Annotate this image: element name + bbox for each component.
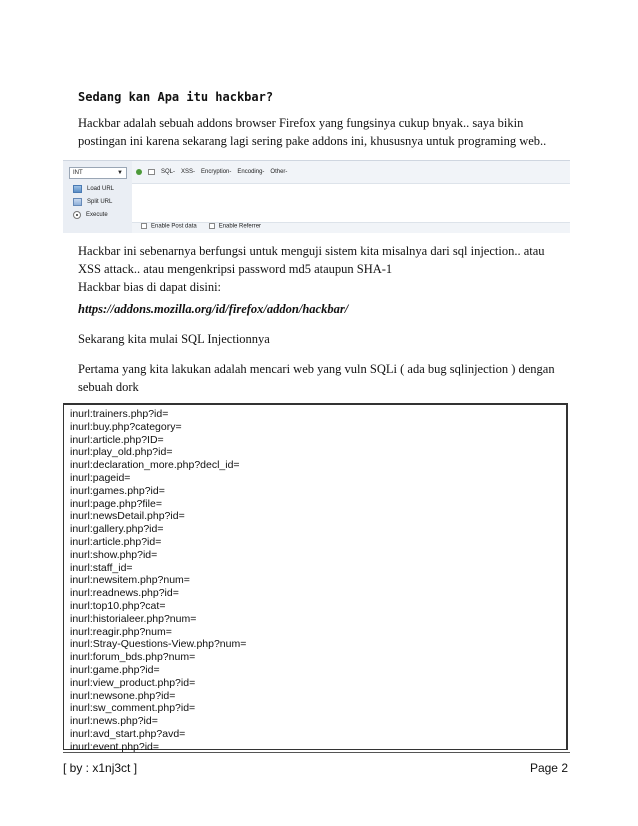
load-url-icon — [73, 185, 82, 193]
chevron-down-icon: ▼ — [117, 170, 123, 176]
dork-item: inurl:forum_bds.php?num= — [70, 651, 196, 664]
dork-intro-line-2: sebuah dork — [78, 380, 139, 394]
dork-item: inurl:games.php?id= — [70, 484, 165, 497]
dork-item: inurl:view_product.php?id= — [70, 676, 196, 689]
status-dot-icon — [136, 169, 142, 175]
intro-line-2: postingan ini karena sekarang lagi sering pake addons ini, khususnya untuk programing web.. — [78, 134, 547, 148]
enable-referrer-checkbox[interactable] — [209, 223, 261, 230]
dork-item: inurl:article.php?ID= — [70, 433, 164, 446]
dork-item: inurl:declaration_more.php?decl_id= — [70, 459, 240, 472]
menu-encryption[interactable]: Encryption- — [201, 169, 232, 175]
checkbox-icon — [209, 223, 215, 229]
dork-item: inurl:reagir.php?num= — [70, 625, 172, 638]
dork-item: inurl:buy.php?category= — [70, 420, 182, 433]
page-footer — [63, 752, 570, 775]
dork-item: inurl:article.php?id= — [70, 535, 162, 548]
body-line-2: XSS attack.. atau mengenkripsi password md5 ataupun SHA-1 — [78, 262, 393, 276]
menu-sql[interactable]: SQL- — [161, 169, 176, 175]
window-icon — [148, 169, 155, 175]
dork-item: inurl:sw_comment.php?id= — [70, 702, 196, 715]
dork-item: inurl:event.php?id= — [70, 740, 160, 753]
dork-item: inurl:gallery.php?id= — [70, 523, 164, 536]
split-url-icon — [73, 198, 82, 206]
hackbar-menu — [136, 169, 287, 175]
sql-injection-intro: Sekarang kita mulai SQL Injectionnya — [78, 332, 270, 346]
menu-other[interactable]: Other- — [270, 169, 288, 175]
hackbar-mode-select[interactable] — [69, 167, 127, 179]
dork-item: inurl:page.php?file= — [70, 497, 162, 510]
dork-item: inurl:play_old.php?id= — [70, 446, 173, 459]
execute-icon — [73, 211, 81, 219]
dork-item: inurl:historialeer.php?num= — [70, 612, 197, 625]
dork-code-box — [63, 403, 568, 753]
dork-item: inurl:newsitem.php?num= — [70, 574, 190, 587]
split-url-label: Split URL — [87, 199, 113, 205]
dork-item: inurl:staff_id= — [70, 561, 133, 574]
intro-paragraph — [78, 114, 570, 150]
menu-xss[interactable]: XSS- — [181, 169, 196, 175]
load-url-button[interactable] — [73, 185, 114, 193]
hackbar-description — [78, 242, 570, 296]
dork-item: inurl:show.php?id= — [70, 548, 158, 561]
dork-item: inurl:trainers.php?id= — [70, 408, 169, 420]
footer-author: [ by : x1nj3ct ] — [63, 761, 138, 775]
footer-page-number: Page 2 — [529, 761, 568, 775]
execute-label: Execute — [86, 212, 108, 218]
checkbox-icon — [141, 223, 147, 229]
execute-button[interactable] — [73, 211, 108, 219]
menu-encoding[interactable]: Encoding- — [237, 169, 265, 175]
dork-intro-paragraph — [78, 360, 570, 396]
dork-item: inurl:news.php?id= — [70, 715, 158, 728]
dork-item: inurl:avd_start.php?avd= — [70, 727, 186, 740]
hackbar-url-field[interactable] — [132, 183, 570, 223]
hackbar-mode-value: INT — [73, 170, 83, 176]
dork-item: inurl:game.php?id= — [70, 663, 160, 676]
hackbar-side-panel — [63, 161, 132, 233]
hackbar-screenshot — [63, 160, 570, 233]
dork-item: inurl:readnews.php?id= — [70, 587, 179, 600]
dork-list — [70, 408, 246, 754]
addon-link[interactable]: https://addons.mozilla.org/id/firefox/addon/hackbar/ — [78, 302, 349, 316]
enable-post-data-label: Enable Post data — [151, 223, 197, 230]
dork-item: inurl:newsDetail.php?id= — [70, 510, 185, 523]
dork-item: inurl:newsone.php?id= — [70, 689, 176, 702]
intro-line-1: Hackbar adalah sebuah addons browser Firefox yang fungsinya cukup bnyak.. saya bikin — [78, 116, 524, 130]
hackbar-options — [141, 223, 261, 230]
dork-item: inurl:top10.php?cat= — [70, 599, 166, 612]
load-url-label: Load URL — [87, 186, 115, 192]
enable-referrer-label: Enable Referrer — [218, 223, 262, 230]
body-line-3: Hackbar bias di dapat disini: — [78, 280, 222, 294]
dork-intro-line-1: Pertama yang kita lakukan adalah mencari web yang vuln SQLi ( ada bug sqlinjection ) dengan — [78, 362, 555, 376]
enable-post-data-checkbox[interactable] — [141, 223, 197, 230]
dork-item: inurl:pageid= — [70, 471, 131, 484]
split-url-button[interactable] — [73, 198, 112, 206]
body-line-1: Hackbar ini sebenarnya berfungsi untuk menguji sistem kita misalnya dari sql injection.. atau — [78, 244, 545, 258]
section-heading: Sedang kan Apa itu hackbar? — [78, 90, 274, 104]
dork-item: inurl:Stray-Questions-View.php?num= — [70, 638, 247, 651]
